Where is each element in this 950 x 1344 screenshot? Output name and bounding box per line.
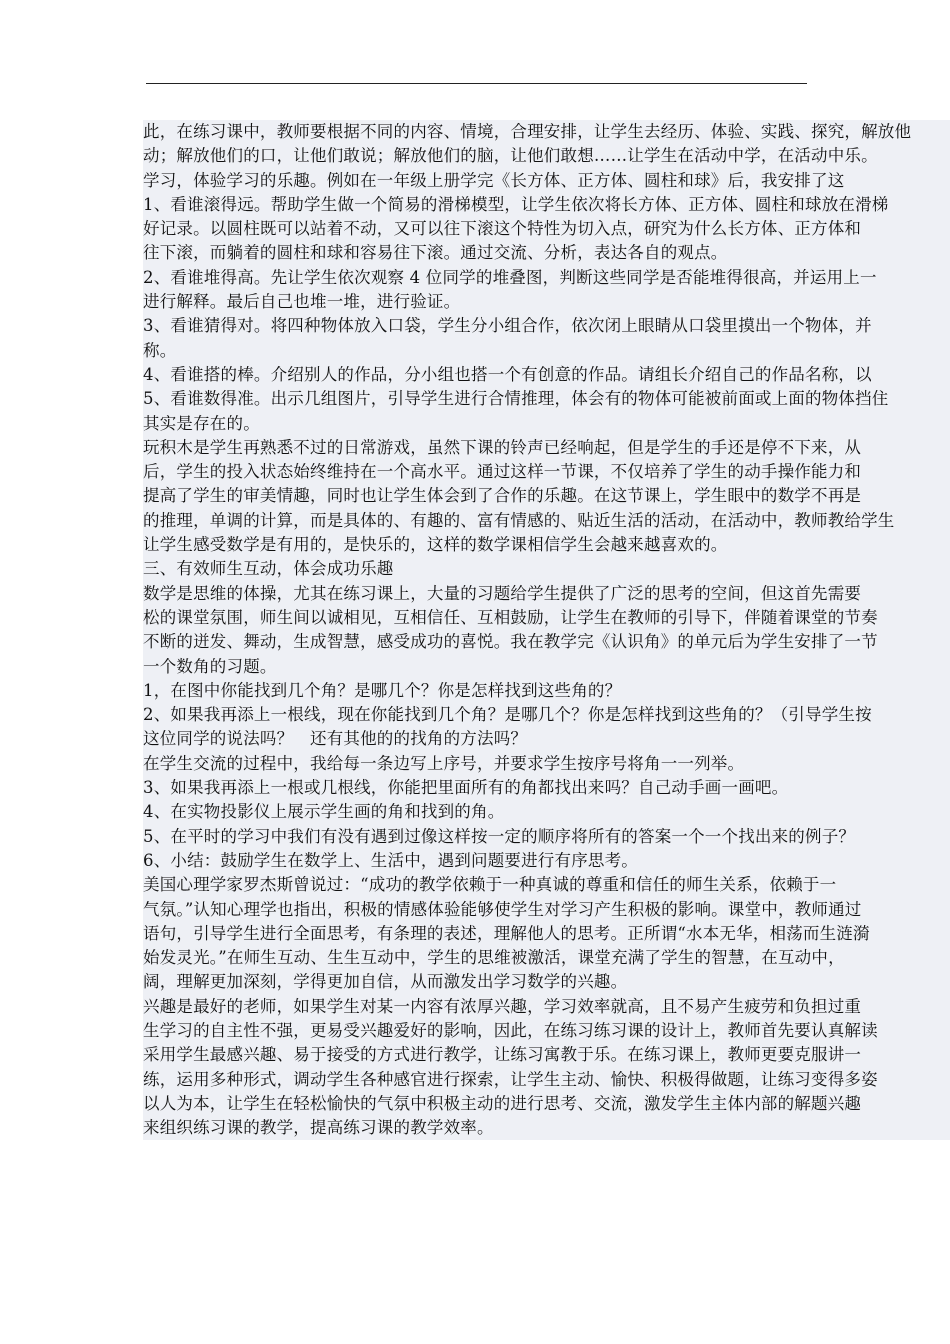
text-line: 数学是思维的体操，尤其在练习课上，大量的习题给学生提供了广泛的思考的空间，但这首先需要 bbox=[143, 583, 862, 603]
header-rule bbox=[146, 83, 807, 84]
text-line: 学习，体验学习的乐趣。例如在一年级上册学完《长方体、正方体、圆柱和球》后，我安排了这 bbox=[143, 170, 845, 190]
text-line: 美国心理学家罗杰斯曾说过：“成功的教学依赖于一种真诚的尊重和信任的师生关系，依赖于一 bbox=[143, 875, 837, 895]
text-line: 4、在实物投影仪上展示学生画的角和找到的角。 bbox=[143, 802, 505, 822]
text-line: 5、看谁数得准。出示几组图片，引导学生进行合情推理，体会有的物体可能被前面或上面的物体挡住 bbox=[143, 389, 889, 409]
text-line: 4、看谁搭的棒。介绍别人的作品，分小组也搭一个有创意的作品。请组长介绍自己的作品名称，以 bbox=[143, 364, 872, 384]
text-line: 让学生感受数学是有用的，是快乐的，这样的数学课相信学生会越来越喜欢的。 bbox=[143, 535, 728, 555]
text-line: 提高了学生的审美情趣，同时也让学生体会到了合作的乐趣。在这节课上，学生眼中的数学不再是 bbox=[143, 486, 862, 506]
text-line: 动；解放他们的口，让他们敢说；解放他们的脑，让他们敢想……让学生在活动中学，在活动中乐。 bbox=[143, 146, 878, 166]
text-line: 阔，理解更加深刻，学得更加自信，从而激发出学习数学的兴趣。 bbox=[143, 972, 628, 992]
text-line: 2、看谁堆得高。先让学生依次观察 4 位同学的堆叠图，判断这些同学是否能堆得很高，并运用上一 bbox=[143, 267, 877, 287]
text-line: 的推理，单调的计算，而是具体的、有趣的、富有情感的、贴近生活的活动，在活动中，教师教给学生 bbox=[143, 510, 895, 530]
text-line: 练，运用多种形式，调动学生各种感官进行探索，让学生主动、愉快、积极得做题，让练习变得多姿 bbox=[143, 1069, 878, 1089]
text-line: 松的课堂氛围，师生间以诚相见，互相信任、互相鼓励，让学生在教师的引导下，伴随着课堂的节奏 bbox=[143, 607, 878, 627]
text-line: 后，学生的投入状态始终维持在一个高水平。通过这样一节课，不仅培养了学生的动手操作能力和 bbox=[143, 462, 862, 482]
text-line: 进行解释。最后自己也堆一堆，进行验证。 bbox=[143, 292, 461, 312]
text-line: 生学习的自主性不强，更易受兴趣爱好的影响，因此，在练习练习课的设计上，教师首先要认真解读 bbox=[143, 1020, 878, 1040]
text-line: 6、小结：鼓励学生在数学上、生活中，遇到问题要进行有序思考。 bbox=[143, 850, 638, 870]
text-line: 三、有效师生互动，体会成功乐趣 bbox=[143, 559, 394, 579]
text-line: 采用学生最感兴趣、易于接受的方式进行教学，让练习寓教于乐。在练习课上，教师更要克服讲一 bbox=[143, 1045, 862, 1065]
document-text-block bbox=[143, 120, 950, 1140]
text-line: 兴趣是最好的老师，如果学生对某一内容有浓厚兴趣，学习效率就高，且不易产生疲劳和负担过重 bbox=[143, 996, 862, 1016]
text-line: 好记录。以圆柱既可以站着不动，又可以往下滚这个特性为切入点，研究为什么长方体、正方体和 bbox=[143, 219, 862, 239]
text-line: 3、如果我再添上一根或几根线，你能把里面所有的角都找出来吗？自己动手画一画吧。 bbox=[143, 778, 789, 798]
text-line: 1，在图中你能找到几个角？是哪几个？你是怎样找到这些角的？ bbox=[143, 680, 622, 700]
text-line: 此，在练习课中，教师要根据不同的内容、情境，合理安排，让学生去经历、体验、实践、探究，解放他 bbox=[143, 122, 912, 141]
text-line: 这位同学的说法吗？ 还有其他的的找角的方法吗？ bbox=[143, 729, 528, 749]
text-line: 称。 bbox=[143, 340, 177, 360]
text-line: 以人为本，让学生在轻松愉快的气氛中积极主动的进行思考、交流，激发学生主体内部的解题兴趣 bbox=[143, 1093, 862, 1113]
text-line: 1、看谁滚得远。帮助学生做一个简易的滑梯模型，让学生依次将长方体、正方体、圆柱和球放在滑梯 bbox=[143, 194, 889, 214]
text-line: 来组织练习课的教学，提高练习课的教学效率。 bbox=[143, 1118, 494, 1138]
text-line: 始发灵光。”在师生互动、生生互动中，学生的思维被激活，课堂充满了学生的智慧，在互动中， bbox=[143, 948, 845, 968]
text-line: 2、如果我再添上一根线，现在你能找到几个角？是哪几个？你是怎样找到这些角的？（引导学生按 bbox=[143, 705, 872, 725]
text-line: 不断的迸发、舞动，生成智慧，感受成功的喜悦。我在教学完《认识角》的单元后为学生安排了一节 bbox=[143, 632, 878, 652]
text-line: 其实是存在的。 bbox=[143, 413, 260, 433]
text-line: 5、在平时的学习中我们有没有遇到过像这样按一定的顺序将所有的答案一个一个找出来的例子？ bbox=[143, 826, 856, 846]
text-line: 一个数角的习题。 bbox=[143, 656, 277, 676]
text-line: 在学生交流的过程中，我给每一条边写上序号，并要求学生按序号将角一一列举。 bbox=[143, 753, 745, 773]
text-line: 往下滚，而躺着的圆柱和球和容易往下滚。通过交流、分析，表达各自的观点。 bbox=[143, 243, 728, 263]
text-line: 语句，引导学生进行全面思考，有条理的表述，理解他人的思考。正所谓“水本无华，相荡而生涟漪 bbox=[143, 923, 870, 943]
text-line: 玩积木是学生再熟悉不过的日常游戏，虽然下课的铃声已经响起，但是学生的手还是停不下来，从 bbox=[143, 437, 862, 457]
text-line: 3、看谁猜得对。将四种物体放入口袋，学生分小组合作，依次闭上眼睛从口袋里摸出一个物体，并 bbox=[143, 316, 872, 336]
text-line: 气氛。”认知心理学也指出，积极的情感体验能够使学生对学习产生积极的影响。课堂中，教师通过 bbox=[143, 899, 862, 919]
